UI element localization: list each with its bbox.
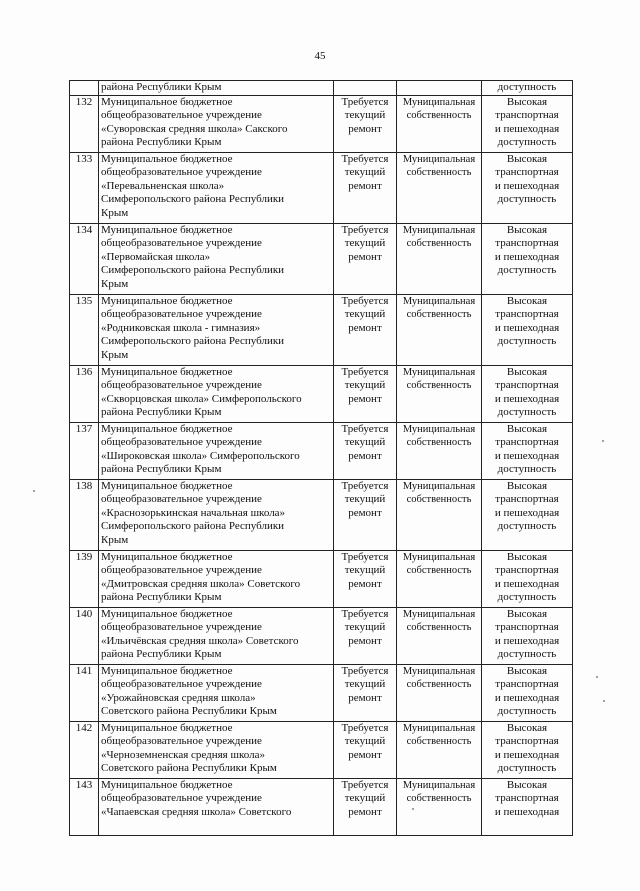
table-row xyxy=(70,550,573,607)
institution-name-cell-line: Муниципальное бюджетное xyxy=(101,607,233,620)
table-row xyxy=(70,95,573,152)
institution-name-cell-line: «Скворцовская школа» Симферопольского xyxy=(101,392,302,405)
condition-cell-line: текущий xyxy=(344,379,386,391)
institution-name-cell-line: Симферопольского района Республики xyxy=(101,193,285,205)
condition-cell-line: ремонт xyxy=(348,179,382,192)
scan-speck xyxy=(603,700,605,702)
condition-cell xyxy=(334,223,397,294)
accessibility-cell xyxy=(482,223,573,294)
scan-speck xyxy=(596,676,598,678)
condition-cell xyxy=(334,721,397,778)
institution-name-cell-line: района Республики Крым xyxy=(101,648,222,660)
accessibility-cell-line: доступность xyxy=(497,762,557,774)
row-number-cell: 133 xyxy=(70,152,99,223)
accessibility-cell-line: и пешеходная xyxy=(494,577,560,590)
institution-name-cell-line: Симферопольского района Республики xyxy=(101,264,285,276)
row-number-cell: 137 xyxy=(70,422,99,479)
accessibility-cell xyxy=(482,778,573,835)
ownership-cell-line: собственность xyxy=(406,238,472,249)
accessibility-cell-line: и пешеходная xyxy=(494,805,560,818)
condition-cell xyxy=(334,550,397,607)
institution-name-cell-line: общеобразовательное учреждение xyxy=(101,109,262,121)
table-row xyxy=(70,365,573,422)
institution-name-cell xyxy=(99,152,334,223)
institution-name-cell-line: Симферопольского района Республики xyxy=(101,520,285,532)
accessibility-cell-line: транспортная xyxy=(495,109,559,121)
accessibility-cell-line: Высокая xyxy=(506,550,548,563)
condition-cell xyxy=(334,365,397,422)
accessibility-cell-line: доступность xyxy=(497,264,557,276)
ownership-cell-line: Муниципальная xyxy=(402,96,476,108)
institution-name-cell xyxy=(99,479,334,550)
institution-name-cell-line: общеобразовательное учреждение xyxy=(101,678,262,690)
accessibility-cell-line: Высокая xyxy=(506,721,548,734)
institution-name-cell-line: Муниципальное бюджетное xyxy=(101,152,233,165)
ownership-cell-line: Муниципальная xyxy=(402,722,476,734)
row-number-cell: 143 xyxy=(70,778,99,835)
condition-cell-line: текущий xyxy=(344,564,386,576)
scan-speck xyxy=(33,490,35,492)
accessibility-cell-line: Высокая xyxy=(506,294,548,307)
institution-name-cell-line: района Республики Крым xyxy=(101,136,222,148)
table-row-carry-over xyxy=(70,81,573,96)
accessibility-cell-line: транспортная xyxy=(495,166,559,178)
condition-cell-line: текущий xyxy=(344,436,386,448)
row-number-cell: 134 xyxy=(70,223,99,294)
table-row xyxy=(70,152,573,223)
accessibility-cell-line: доступность xyxy=(497,193,557,205)
row-number-cell: 141 xyxy=(70,664,99,721)
ownership-cell-line: Муниципальная xyxy=(402,224,476,236)
page-number: 45 xyxy=(314,50,326,62)
table-row xyxy=(70,778,573,835)
institution-name-cell-line: «Черноземненская средняя школа» xyxy=(101,748,265,761)
ownership-cell-line: собственность xyxy=(406,309,472,320)
ownership-cell-line: Муниципальная xyxy=(402,295,476,307)
institution-name-cell-line: района Республики Крым xyxy=(101,463,222,475)
row-number-cell: 142 xyxy=(70,721,99,778)
accessibility-cell-line: Высокая xyxy=(506,95,548,108)
accessibility-cell xyxy=(482,721,573,778)
institution-name-cell-line: общеобразовательное учреждение xyxy=(101,493,262,505)
institution-name-cell-line: Муниципальное бюджетное xyxy=(101,95,233,108)
institution-name-cell-line: общеобразовательное учреждение xyxy=(101,237,262,249)
institution-name-cell xyxy=(99,95,334,152)
ownership-cell-line: собственность xyxy=(406,494,472,505)
institution-name-cell xyxy=(99,223,334,294)
institution-name-cell-line: общеобразовательное учреждение xyxy=(101,735,262,747)
accessibility-cell xyxy=(482,550,573,607)
institution-name-cell-line: Муниципальное бюджетное xyxy=(101,778,233,791)
institution-name-cell-line: «Ильичёвская средняя школа» Советского xyxy=(101,634,299,647)
scan-speck xyxy=(412,808,414,810)
table-row xyxy=(70,664,573,721)
accessibility-cell-line: доступность xyxy=(497,335,557,347)
institution-name-cell-line: «Перевальненская школа» xyxy=(101,179,225,192)
condition-cell-line: текущий xyxy=(344,237,386,249)
ownership-cell xyxy=(397,95,482,152)
ownership-cell xyxy=(397,81,482,96)
institution-name-cell xyxy=(99,607,334,664)
scan-speck xyxy=(602,440,604,442)
ownership-cell-line: Муниципальная xyxy=(402,366,476,378)
table-row xyxy=(70,607,573,664)
ownership-cell-line: собственность xyxy=(406,380,472,391)
institution-name-cell-line: Крым xyxy=(101,277,129,290)
accessibility-cell-line: доступность xyxy=(497,648,557,660)
condition-cell-line: ремонт xyxy=(348,691,382,704)
condition-cell-line: Требуется xyxy=(341,778,389,791)
accessibility-cell-line: транспортная xyxy=(495,436,559,448)
ownership-cell-line: Муниципальная xyxy=(402,480,476,492)
condition-cell xyxy=(334,294,397,365)
institution-name-cell-line: общеобразовательное учреждение xyxy=(101,792,262,804)
table-row xyxy=(70,721,573,778)
accessibility-cell-line: Высокая xyxy=(506,152,548,165)
condition-cell-line: Требуется xyxy=(341,152,389,165)
condition-cell-line: ремонт xyxy=(348,577,382,590)
accessibility-cell-line: Высокая xyxy=(506,664,548,677)
condition-cell-line: текущий xyxy=(344,308,386,320)
accessibility-cell-line: доступность xyxy=(497,406,557,418)
institution-name-cell-line: «Первомайская школа» xyxy=(101,250,211,263)
accessibility-cell xyxy=(482,294,573,365)
condition-cell-line: ремонт xyxy=(348,321,382,334)
ownership-cell-line: собственность xyxy=(406,679,472,690)
accessibility-cell-line: доступность xyxy=(497,591,557,603)
condition-cell xyxy=(334,95,397,152)
institution-name-cell-line: общеобразовательное учреждение xyxy=(101,308,262,320)
accessibility-cell xyxy=(482,365,573,422)
institution-name-cell-line: «Широковская школа» Симферопольского xyxy=(101,449,300,462)
condition-cell-line: ремонт xyxy=(348,748,382,761)
institution-name-cell-line: «Урожайновская средняя школа» xyxy=(101,691,256,704)
ownership-cell xyxy=(397,422,482,479)
institution-name-cell-line: Советского района Республики Крым xyxy=(101,705,277,717)
institution-name-cell-line: Муниципальное бюджетное xyxy=(101,721,233,734)
accessibility-cell-line: Высокая xyxy=(506,778,548,791)
accessibility-cell-line: и пешеходная xyxy=(494,506,560,519)
accessibility-cell: доступность xyxy=(482,81,573,96)
ownership-cell xyxy=(397,664,482,721)
institution-name-cell xyxy=(99,778,334,835)
institution-name-cell-line: района Республики Крым xyxy=(101,591,222,603)
condition-cell-line: текущий xyxy=(344,493,386,505)
institution-name-cell xyxy=(99,294,334,365)
table-row xyxy=(70,479,573,550)
row-number-cell: 138 xyxy=(70,479,99,550)
condition-cell-line: Требуется xyxy=(341,294,389,307)
accessibility-cell-line: Высокая xyxy=(506,479,548,492)
accessibility-cell-line: и пешеходная xyxy=(494,122,560,135)
accessibility-cell-line: доступность xyxy=(497,705,557,717)
institution-name-cell-line: Муниципальное бюджетное xyxy=(101,479,233,492)
ownership-cell-line: Муниципальная xyxy=(402,153,476,165)
institution-name-cell-line: общеобразовательное учреждение xyxy=(101,166,262,178)
table-row xyxy=(70,223,573,294)
accessibility-cell xyxy=(482,607,573,664)
ownership-cell xyxy=(397,607,482,664)
condition-cell-line: текущий xyxy=(344,735,386,747)
condition-cell-line: Требуется xyxy=(341,95,389,108)
accessibility-cell-line: транспортная xyxy=(495,792,559,804)
institution-name-cell xyxy=(99,550,334,607)
institution-name-cell-line: Муниципальное бюджетное xyxy=(101,365,233,378)
condition-cell xyxy=(334,607,397,664)
accessibility-cell xyxy=(482,152,573,223)
table-row xyxy=(70,294,573,365)
institution-name-cell-line: Симферопольского района Республики xyxy=(101,335,285,347)
institution-name-cell-line: «Родниковская школа - гимназия» xyxy=(101,321,261,334)
accessibility-cell xyxy=(482,95,573,152)
accessibility-cell-line: и пешеходная xyxy=(494,321,560,334)
institution-name-cell-line: Крым xyxy=(101,206,129,219)
ownership-cell-line: Муниципальная xyxy=(402,551,476,563)
ownership-cell xyxy=(397,294,482,365)
accessibility-cell-line: и пешеходная xyxy=(494,179,560,192)
institution-name-cell-line: Муниципальное бюджетное xyxy=(101,422,233,435)
accessibility-cell-line: транспортная xyxy=(495,237,559,249)
ownership-cell-line: Муниципальная xyxy=(402,779,476,791)
institution-name-cell-line: Муниципальное бюджетное xyxy=(101,223,233,236)
accessibility-cell-line: транспортная xyxy=(495,493,559,505)
institution-name-cell-line: «Чапаевская средняя школа» Советского xyxy=(101,805,292,818)
condition-cell-line: ремонт xyxy=(348,250,382,263)
accessibility-cell xyxy=(482,664,573,721)
institution-name-cell-line: общеобразовательное учреждение xyxy=(101,436,262,448)
accessibility-cell-line: Высокая xyxy=(506,365,548,378)
institution-name-cell-line: Крым xyxy=(101,533,129,546)
registry-table-body xyxy=(70,81,573,836)
accessibility-cell-line: транспортная xyxy=(495,735,559,747)
condition-cell xyxy=(334,81,397,96)
ownership-cell-line: Муниципальная xyxy=(402,608,476,620)
condition-cell-line: ремонт xyxy=(348,634,382,647)
institution-name-cell-line: Советского района Республики Крым xyxy=(101,762,277,774)
institution-name-cell-line: Муниципальное бюджетное xyxy=(101,550,233,563)
condition-cell-line: ремонт xyxy=(348,805,382,818)
ownership-cell-line: собственность xyxy=(406,793,472,804)
row-number-cell: 139 xyxy=(70,550,99,607)
ownership-cell-line: собственность xyxy=(406,736,472,747)
condition-cell xyxy=(334,664,397,721)
row-number-cell: 136 xyxy=(70,365,99,422)
institution-name-cell-line: общеобразовательное учреждение xyxy=(101,379,262,391)
condition-cell-line: ремонт xyxy=(348,122,382,135)
institution-name-cell xyxy=(99,422,334,479)
row-number-cell: 135 xyxy=(70,294,99,365)
accessibility-cell-line: транспортная xyxy=(495,308,559,320)
condition-cell-line: Требуется xyxy=(341,422,389,435)
ownership-cell-line: Муниципальная xyxy=(402,423,476,435)
institution-name-cell-line: «Краснозорькинская начальная школа» xyxy=(101,506,286,519)
accessibility-cell-line: доступность xyxy=(497,520,557,532)
accessibility-cell-line: и пешеходная xyxy=(494,748,560,761)
ownership-cell xyxy=(397,152,482,223)
registry-table xyxy=(69,80,573,836)
accessibility-cell-line: Высокая xyxy=(506,607,548,620)
accessibility-cell-line: и пешеходная xyxy=(494,691,560,704)
ownership-cell-line: Муниципальная xyxy=(402,665,476,677)
accessibility-cell-line: и пешеходная xyxy=(494,634,560,647)
institution-name-cell-line: «Дмитровская средняя школа» Советского xyxy=(101,577,301,590)
accessibility-cell xyxy=(482,422,573,479)
accessibility-cell-line: Высокая xyxy=(506,422,548,435)
condition-cell-line: Требуется xyxy=(341,721,389,734)
ownership-cell-line: собственность xyxy=(406,622,472,633)
condition-cell xyxy=(334,152,397,223)
ownership-cell xyxy=(397,223,482,294)
ownership-cell xyxy=(397,479,482,550)
institution-name-cell-line: Крым xyxy=(101,348,129,361)
condition-cell-line: текущий xyxy=(344,166,386,178)
row-number-cell: 140 xyxy=(70,607,99,664)
condition-cell-line: текущий xyxy=(344,109,386,121)
condition-cell-line: ремонт xyxy=(348,392,382,405)
institution-name-cell-line: Муниципальное бюджетное xyxy=(101,664,233,677)
condition-cell-line: Требуется xyxy=(341,550,389,563)
institution-name-cell-line: общеобразовательное учреждение xyxy=(101,621,262,633)
row-number-cell xyxy=(70,81,99,96)
accessibility-cell-line: Высокая xyxy=(506,223,548,236)
ownership-cell xyxy=(397,365,482,422)
accessibility-cell-line: и пешеходная xyxy=(494,392,560,405)
accessibility-cell-line: доступность xyxy=(497,136,557,148)
ownership-cell xyxy=(397,778,482,835)
condition-cell xyxy=(334,422,397,479)
ownership-cell-line: собственность xyxy=(406,437,472,448)
accessibility-cell-line: транспортная xyxy=(495,621,559,633)
ownership-cell-line: собственность xyxy=(406,167,472,178)
institution-name-cell-line: «Суворовская средняя школа» Сакского xyxy=(101,122,288,135)
institution-name-cell: района Республики Крым xyxy=(99,81,334,96)
ownership-cell-line: собственность xyxy=(406,110,472,121)
accessibility-cell xyxy=(482,479,573,550)
institution-name-cell-line: Муниципальное бюджетное xyxy=(101,294,233,307)
institution-name-cell xyxy=(99,721,334,778)
accessibility-cell-line: транспортная xyxy=(495,564,559,576)
accessibility-cell-line: транспортная xyxy=(495,379,559,391)
accessibility-cell-line: транспортная xyxy=(495,678,559,690)
accessibility-cell-line: и пешеходная xyxy=(494,250,560,263)
condition-cell-line: текущий xyxy=(344,678,386,690)
row-number-cell: 132 xyxy=(70,95,99,152)
condition-cell-line: ремонт xyxy=(348,506,382,519)
institution-name-cell-line: района Республики Крым xyxy=(101,406,222,418)
condition-cell-line: Требуется xyxy=(341,607,389,620)
condition-cell-line: Требуется xyxy=(341,479,389,492)
ownership-cell xyxy=(397,721,482,778)
condition-cell-line: текущий xyxy=(344,792,386,804)
condition-cell-line: ремонт xyxy=(348,449,382,462)
table-row xyxy=(70,422,573,479)
condition-cell-line: Требуется xyxy=(341,365,389,378)
institution-name-cell-line: общеобразовательное учреждение xyxy=(101,564,262,576)
condition-cell-line: Требуется xyxy=(341,223,389,236)
condition-cell-line: Требуется xyxy=(341,664,389,677)
condition-cell xyxy=(334,778,397,835)
accessibility-cell-line: доступность xyxy=(497,463,557,475)
institution-name-cell xyxy=(99,365,334,422)
institution-name-cell xyxy=(99,664,334,721)
accessibility-cell-line: и пешеходная xyxy=(494,449,560,462)
condition-cell xyxy=(334,479,397,550)
ownership-cell xyxy=(397,550,482,607)
condition-cell-line: текущий xyxy=(344,621,386,633)
ownership-cell-line: собственность xyxy=(406,565,472,576)
